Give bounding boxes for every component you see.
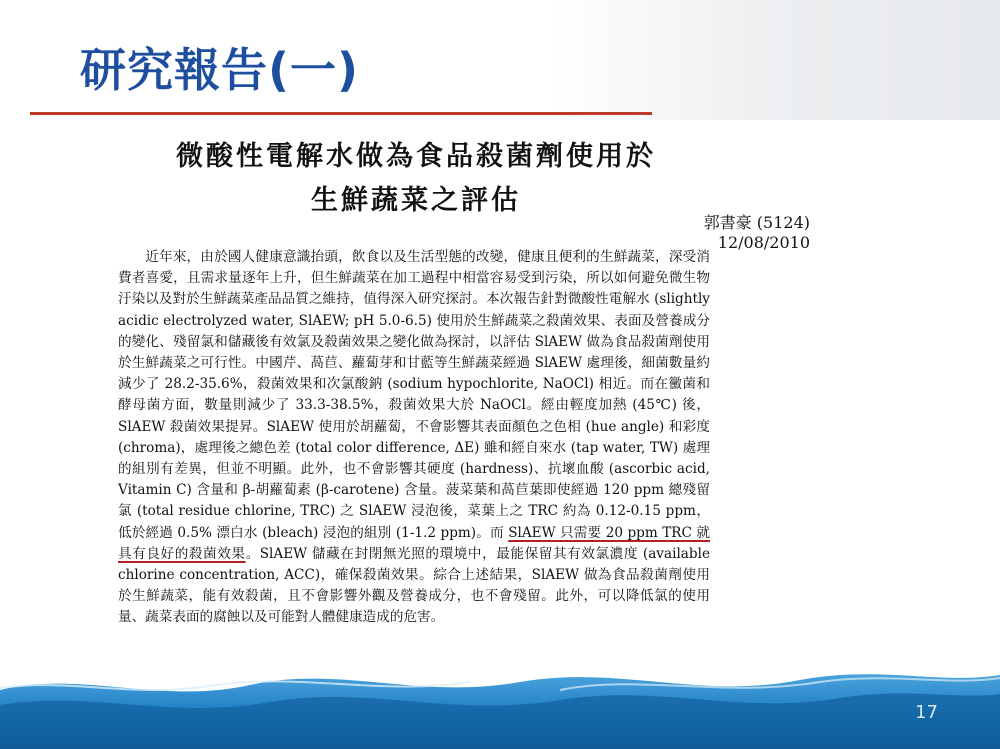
page-number: 17 <box>915 702 938 723</box>
abstract-highlighted-text: SlAEW 只需要 20 ppm TRC 就具有良好的殺菌效果 <box>118 524 711 562</box>
title-divider <box>30 112 652 115</box>
document-title-line-1: 微酸性電解水做為食品殺菌劑使用於 <box>176 141 656 172</box>
abstract-paragraph <box>118 247 710 629</box>
document-abstract <box>118 247 710 629</box>
document-title-line-2: 生鮮蔬菜之評估 <box>311 185 521 216</box>
water-wave-decoration <box>0 660 1000 749</box>
slide-title: 研究報告(一) <box>80 43 360 97</box>
document-header <box>116 135 716 223</box>
document-date: 12/08/2010 <box>717 233 810 252</box>
abstract-text-part-1: 近年來，由於國人健康意識抬頭，飲食以及生活型態的改變，健康且便利的生鮮蔬菜，深受消費者喜愛，且需求量逐年上升，但生鮮蔬菜在加工過程中相當容易受到污染，所以如何避免微生物汙染以及對於生鮮蔬菜產品品質之維持，值得深入研究探討。本次報告針對微酸性電解水 (slightly acidic electrolyzed water, SlAEW; pH 5.0-6.5) 使用於生鮮蔬菜之殺菌效果、表面及營養成分的變化、殘留氯和儲藏後有效氯及殺菌效果之變化做為探討，以評估 SlAEW 做為食品殺菌劑使用於生鮮蔬菜之可行性。中國芹、萵苣、蘿蔔芽和甘藍等生鮮蔬菜經過 SlAEW 處理後，細菌數量約減少了 28.2-35.6%，殺菌效果和次氯酸鈉 (sodium hypochlorite, NaOCl) 相近。而在黴菌和酵母菌方面，數量則減少了 33.3-38.5%，殺菌效果大於 NaOCl。經由輕度加熱 (45℃) 後，SlAEW 殺菌效果提昇。SlAEW 使用於胡蘿蔔，不會影響其表面顏色之色相 (hue angle) 和彩度 (chroma)，處理後之總色差 (total color difference, ΔE) 雖和經自來水 (tap water, TW) 處理的組別有差異，但並不明顯。此外，也不會影響其硬度 (hardness)、抗壞血酸 (ascorbic acid, Vitamin C) 含量和 β-胡蘿蔔素 (β-carotene) 含量。菠菜葉和萵苣葉即使經過 120 ppm 總殘留氯 (total residue chlorine, TRC) 之 SlAEW 浸泡後，菜葉上之 TRC 約為 0.12-0.15 ppm，低於經過 0.5% 漂白水 (bleach) 浸泡的組別 (1-1.2 ppm)。而 <box>118 249 710 541</box>
abstract-text-part-2: 。SlAEW 儲藏在封閉無光照的環境中，最能保留其有效氯濃度 (available chlorine concentration, ACC)，確保殺菌效果。綜合上述結果，SlAEW 做為食品殺菌劑使用於生鮮蔬菜，能有效殺菌，且不會影響外觀及營養成分，也不會殘留。此外，可以降低氯的使用量、蔬菜表面的腐蝕以及可能對人體健康造成的危害。 <box>118 545 710 626</box>
document-author: 郭書豪 (5124) <box>703 213 810 232</box>
